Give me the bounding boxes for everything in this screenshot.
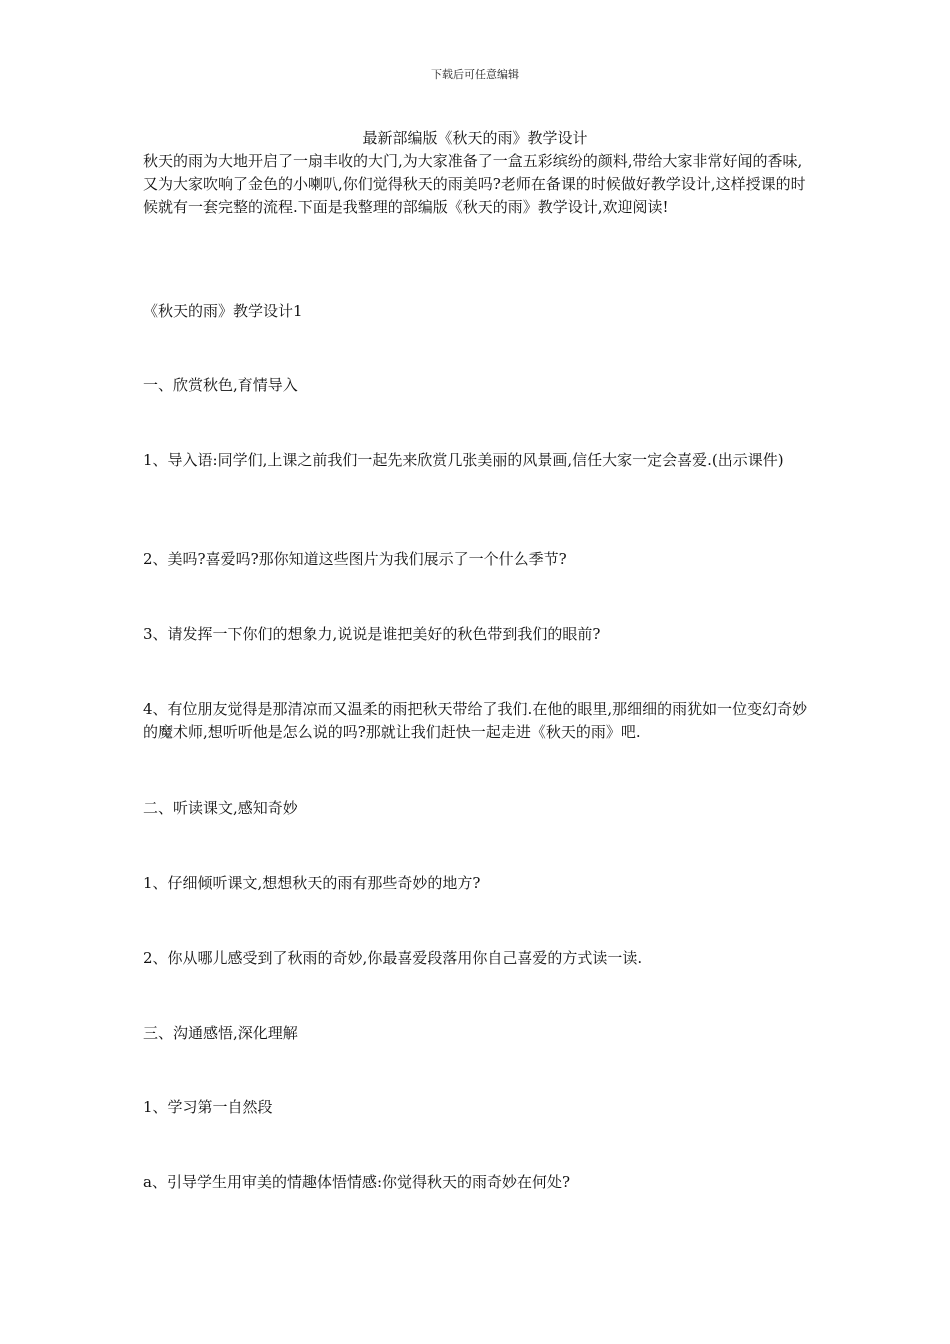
paragraph: 2、美吗?喜爱吗?那你知道这些图片为我们展示了一个什么季节? [143,550,567,568]
paragraph: 1、学习第一自然段 [143,1098,273,1116]
paragraph: 1、仔细倾听课文,想想秋天的雨有那些奇妙的地方? [143,874,481,892]
document-title: 最新部编版《秋天的雨》教学设计 [362,129,588,147]
heading-3: 三、沟通感悟,深化理解 [143,1024,298,1042]
paragraph: 4、有位朋友觉得是那清凉而又温柔的雨把秋天带给了我们.在他的眼里,那细细的雨犹如一位变幻奇妙的魔术师,想听听他是怎么说的吗?那就让我们赶快一起走进《秋天的雨》吧. [143,700,808,741]
heading-1: 一、欣赏秋色,育情导入 [143,376,298,394]
heading-2: 二、听读课文,感知奇妙 [143,799,298,817]
paragraph: 3、请发挥一下你们的想象力,说说是谁把美好的秋色带到我们的眼前? [143,625,601,643]
page-header: 下载后可任意编辑 [431,68,519,81]
paragraph: 2、你从哪儿感受到了秋雨的奇妙,你最喜爱段落用你自己喜爱的方式读一读. [143,949,643,967]
intro-paragraph: 秋天的雨为大地开启了一扇丰收的大门,为大家准备了一盒五彩缤纷的颜料,带给大家非常好闻的香味,又为大家吹响了金色的小喇叭,你们觉得秋天的雨美吗?老师在备课的时候做好教学设计,这样授课的时候就有一套完整的流程.下面是我整理的部编版《秋天的雨》教学设计,欢迎阅读! [143,152,806,216]
section-title: 《秋天的雨》教学设计1 [143,302,303,320]
paragraph: a、引导学生用审美的情趣体悟情感:你觉得秋天的雨奇妙在何处? [143,1173,571,1191]
paragraph: 1、导入语:同学们,上课之前我们一起先来欣赏几张美丽的风景画,信任大家一定会喜爱.(出示课件) [143,451,784,469]
